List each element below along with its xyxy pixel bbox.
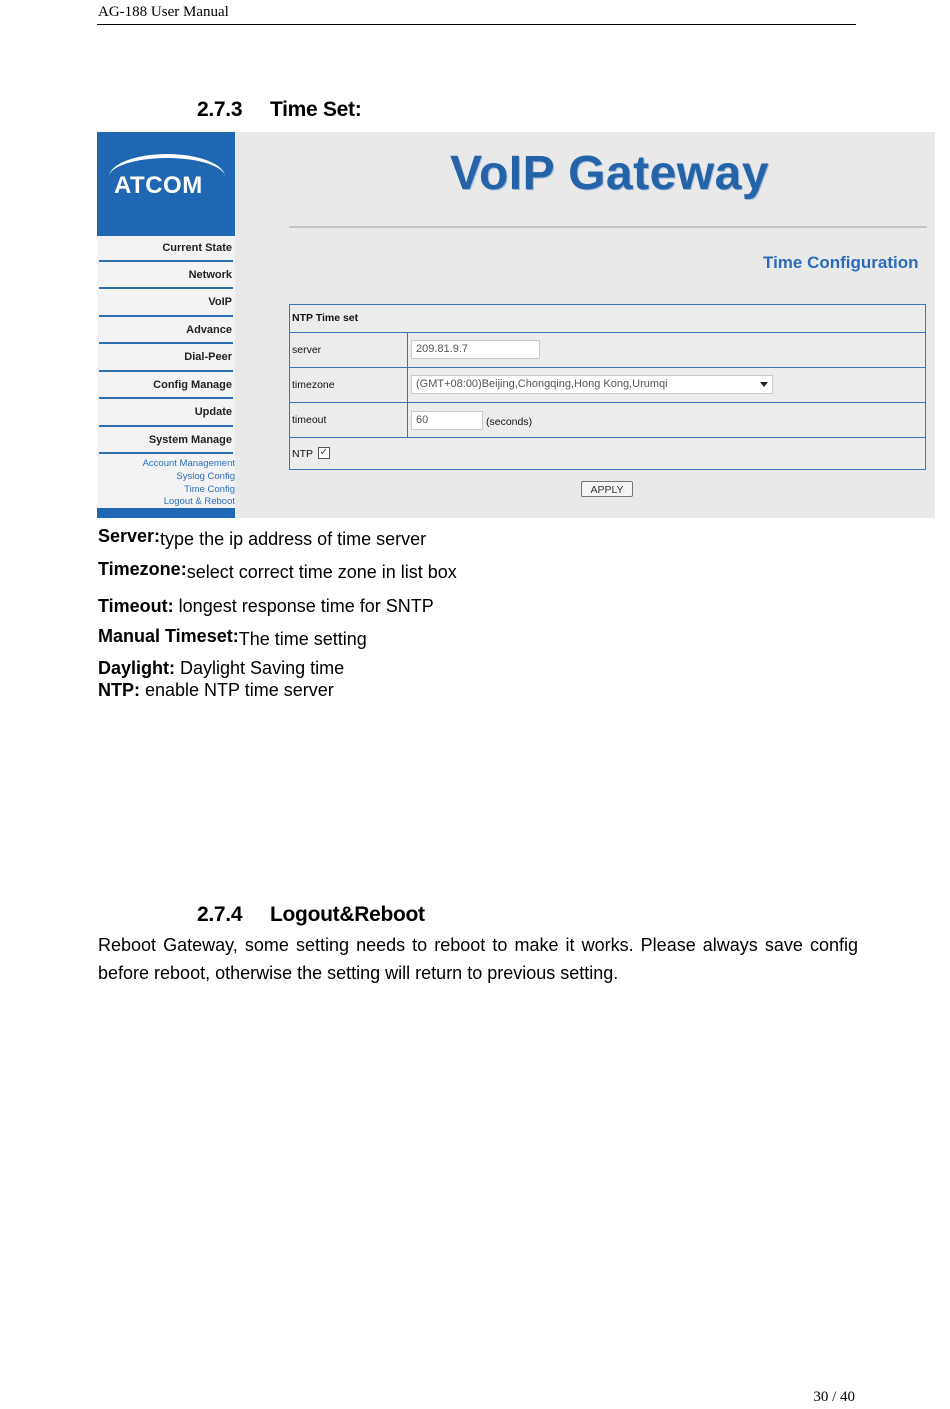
definition-term: NTP:: [98, 680, 140, 700]
table-title-row: [290, 305, 925, 333]
document-header: AG-188 User Manual: [98, 4, 229, 20]
section-number: 2.7.3: [197, 98, 243, 121]
definition-manual-timeset: [98, 626, 367, 650]
nav-item-update[interactable]: Update: [194, 406, 232, 418]
timeout-row: [290, 403, 925, 438]
page-heading: Time Configuration: [763, 253, 919, 272]
nav-divider: [99, 370, 233, 372]
server-label: server: [292, 344, 322, 356]
nav-divider: [99, 260, 233, 262]
chevron-down-icon[interactable]: [760, 382, 768, 387]
nav-divider: [99, 315, 233, 317]
definition-term: Timeout:: [98, 596, 174, 616]
definition-desc: Daylight Saving time: [175, 658, 345, 678]
atcom-logo: [97, 132, 235, 236]
section-title: Logout&Reboot: [270, 903, 425, 926]
timezone-row: [290, 368, 925, 403]
server-input[interactable]: 209.81.9.7: [411, 340, 540, 359]
definition-timezone: [98, 559, 457, 583]
subnav-time-config[interactable]: Time Config: [184, 484, 235, 495]
timeout-input[interactable]: 60: [411, 411, 483, 430]
subnav-syslog-config[interactable]: Syslog Config: [176, 471, 235, 482]
brand-title: VoIP Gateway: [450, 147, 770, 200]
definition-daylight: [98, 658, 344, 679]
section-heading-time-set: [197, 98, 361, 122]
definition-term: Server:: [98, 526, 161, 546]
timezone-value: (GMT+08:00)Beijing,Chongqing,Hong Kong,Urumqi: [416, 378, 668, 390]
section-number: 2.7.4: [197, 903, 243, 926]
definition-ntp: [98, 680, 334, 701]
ntp-label: NTP: [292, 448, 313, 460]
ntp-row: [290, 438, 925, 468]
nav-item-dial-peer[interactable]: Dial-Peer: [184, 351, 232, 363]
definition-term: Timezone:: [98, 559, 187, 579]
time-config-screenshot: [97, 132, 935, 518]
definition-desc: type the ip address of time server: [160, 529, 427, 549]
column-divider: [407, 403, 408, 437]
subnav-account-management[interactable]: Account Management: [142, 458, 235, 469]
column-divider: [407, 368, 408, 402]
definition-desc: select correct time zone in list box: [186, 562, 457, 582]
nav-divider: [99, 425, 233, 427]
brand-rule: [289, 226, 927, 228]
ntp-settings-table: [289, 304, 926, 470]
definition-term: Daylight:: [98, 658, 176, 678]
logo-text: ATCOM: [114, 172, 203, 199]
sidebar-footer-bar: [97, 508, 235, 518]
nav-divider: [99, 397, 233, 399]
server-row: [290, 333, 925, 368]
apply-button[interactable]: APPLY: [581, 481, 633, 497]
nav-item-system-manage[interactable]: System Manage: [148, 434, 232, 446]
nav-item-advance[interactable]: Advance: [186, 324, 232, 336]
definition-desc: The time setting: [238, 629, 367, 649]
table-title: NTP Time set: [292, 312, 359, 324]
timezone-label: timezone: [292, 379, 335, 391]
column-divider: [407, 333, 408, 367]
section-heading-logout-reboot: [197, 903, 425, 927]
timeout-units: (seconds): [486, 416, 533, 428]
nav-item-current-state[interactable]: Current State: [162, 242, 232, 254]
nav-divider: [99, 452, 233, 454]
definition-desc: longest response time for SNTP: [173, 596, 434, 616]
nav-item-config-manage[interactable]: Config Manage: [153, 379, 232, 391]
header-rule: [97, 24, 856, 25]
sidebar: [97, 236, 235, 518]
nav-item-voip[interactable]: VoIP: [208, 296, 232, 308]
section-title: Time Set:: [270, 98, 362, 121]
ntp-checkbox[interactable]: ✓: [319, 447, 329, 458]
definition-term: Manual Timeset:: [98, 626, 239, 646]
nav-divider: [99, 287, 233, 289]
timeout-label: timeout: [292, 414, 327, 426]
nav-divider: [99, 342, 233, 344]
timezone-select[interactable]: [411, 375, 773, 394]
definition-server: [98, 526, 427, 550]
nav-item-network[interactable]: Network: [188, 269, 232, 281]
subnav-logout-reboot[interactable]: Logout & Reboot: [163, 496, 235, 507]
definition-timeout: [98, 596, 434, 617]
page-number: 30 / 40: [813, 1389, 855, 1405]
body-paragraph: Reboot Gateway, some setting needs to reboot to make it works. Please always save config before reboot, otherwise the setting will return to previous setting.: [98, 935, 858, 983]
definition-desc: enable NTP time server: [140, 680, 334, 700]
